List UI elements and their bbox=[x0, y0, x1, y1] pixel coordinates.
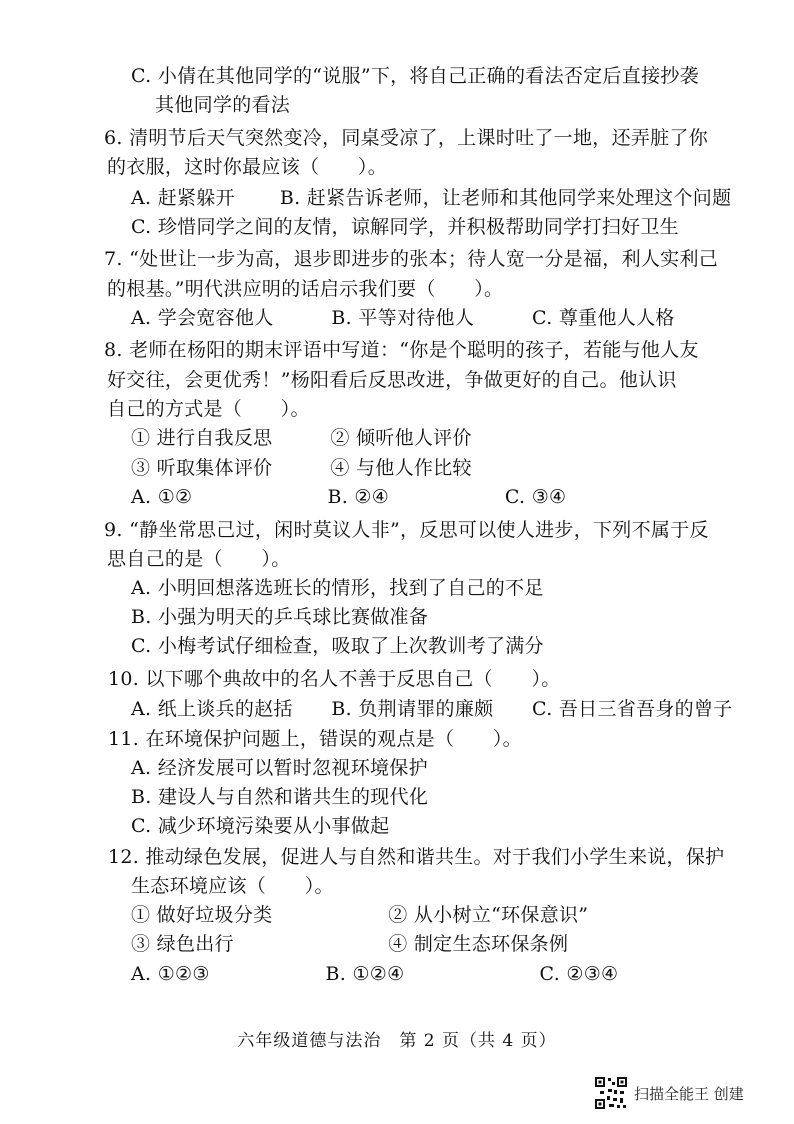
text-line: 的根基。”明代洪应明的话启示我们要（ ）。 bbox=[107, 278, 504, 300]
text-line: 7. “处世让一步为高，退步即进步的张本；待人宽一分是福，利人实利己 bbox=[104, 248, 719, 270]
text-line: A. 学会宽容他人 B. 平等对待他人 C. 尊重他人人格 bbox=[131, 307, 675, 329]
text-line: B. 小强为明天的乒乓球比赛做准备 bbox=[131, 606, 429, 628]
text-line: C. 减少环境污染要从小事做起 bbox=[131, 815, 390, 837]
text-line: A. ①② B. ②④ C. ③④ bbox=[131, 486, 567, 508]
text-line: 生态环境应该（ ）。 bbox=[131, 875, 334, 897]
scanner-watermark bbox=[594, 1075, 744, 1111]
text-line: 6. 清明节后天气突然变冷，同桌受凉了，上课时吐了一地，还弄脏了你 bbox=[104, 127, 709, 149]
text-line: 的衣服，这时你最应该（ ）。 bbox=[107, 156, 388, 178]
text-line: 思自己的是（ ）。 bbox=[107, 548, 291, 570]
text-line: 10. 以下哪个典故中的名人不善于反思自己（ ）。 bbox=[108, 668, 561, 690]
text-line: A. 小明回想落选班长的情形，找到了自己的不足 bbox=[131, 577, 544, 599]
text-line: C. 珍惜同学之间的友情，谅解同学，并积极帮助同学打扫好卫生 bbox=[131, 216, 679, 238]
text-line: ① 进行自我反思 ② 倾听他人评价 bbox=[131, 427, 472, 449]
text-line: B. 建设人与自然和谐共生的现代化 bbox=[131, 786, 429, 808]
text-line: A. 经济发展可以暂时忽视环境保护 bbox=[131, 757, 428, 779]
text-line: 其他同学的看法 bbox=[155, 94, 291, 116]
text-line: ① 做好垃圾分类 ② 从小树立“环保意识” bbox=[131, 904, 589, 926]
text-line: A. ①②③ B. ①②④ C. ②③④ bbox=[131, 963, 619, 985]
text-line: 9. “静坐常思己过，闲时莫议人非”，反思可以使人进步，下列不属于反 bbox=[104, 519, 709, 541]
qr-code-icon bbox=[594, 1076, 628, 1110]
text-line: C. 小倩在其他同学的“说服”下，将自己正确的看法否定后直接抄袭 bbox=[131, 65, 699, 87]
text-line: 8. 老师在杨阳的期末评语中写道：“你是个聪明的孩子，若能与他人友 bbox=[104, 339, 699, 361]
text-line: A. 赶紧躲开 B. 赶紧告诉老师，让老师和其他同学来处理这个问题 bbox=[131, 187, 732, 209]
text-line: ③ 听取集体评价 ④ 与他人作比较 bbox=[131, 457, 472, 479]
text-line: 好交往，会更优秀！”杨阳看后反思改进，争做更好的自己。他认识 bbox=[107, 369, 677, 391]
text-line: 11. 在环境保护问题上，错误的观点是（ ）。 bbox=[108, 728, 522, 750]
text-line: C. 小梅考试仔细检查，吸取了上次教训考了满分 bbox=[131, 635, 544, 657]
text-line: 12. 推动绿色发展，促进人与自然和谐共生。对于我们小学生来说，保护 bbox=[108, 846, 725, 868]
text-line: 自己的方式是（ ）。 bbox=[107, 398, 310, 420]
text-line: ③ 绿色出行 ④ 制定生态环保条例 bbox=[131, 933, 569, 955]
watermark-text: 扫描全能王 创建 bbox=[634, 1084, 744, 1103]
text-line: A. 纸上谈兵的赵括 B. 负荆请罪的廉颇 C. 吾日三省吾身的曾子 bbox=[131, 698, 733, 720]
page-footer: 六年级道德与法治 第 2 页（共 4 页） bbox=[237, 1031, 557, 1051]
